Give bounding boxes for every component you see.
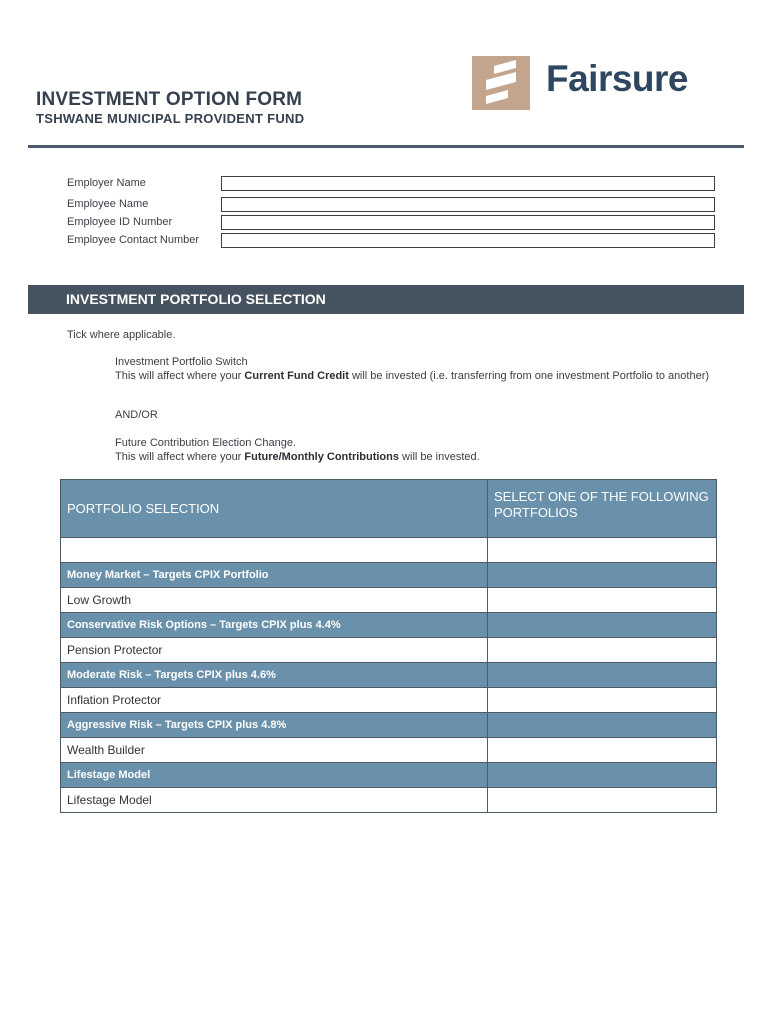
brand-name: Fairsure — [546, 58, 689, 99]
option-low-growth: Low Growth — [61, 588, 488, 613]
future-bold: Future/Monthly Contributions — [244, 451, 399, 463]
table-row — [61, 663, 717, 688]
table-row — [61, 788, 717, 813]
switch-title: Investment Portfolio Switch — [115, 356, 248, 368]
employee-name-field[interactable] — [221, 197, 715, 212]
switch-description — [115, 370, 715, 383]
employee-id-label: Employee ID Number — [67, 216, 173, 228]
future-description — [115, 451, 715, 464]
table-row — [61, 738, 717, 763]
and-or-text: AND/OR — [115, 409, 158, 421]
select-portfolio-header: SELECT ONE OF THE FOLLOWING PORTFOLIOS — [488, 480, 717, 538]
table-row — [61, 713, 717, 738]
portfolio-table — [60, 479, 717, 813]
switch-pre: This will affect where your — [115, 370, 245, 382]
table-row — [61, 563, 717, 588]
option-pension-protector: Pension Protector — [61, 638, 488, 663]
employer-name-label: Employer Name — [67, 177, 146, 189]
portfolio-selection-header: PORTFOLIO SELECTION — [61, 480, 488, 538]
category-cell — [488, 563, 717, 588]
table-row — [61, 613, 717, 638]
category-moderate: Moderate Risk – Targets CPIX plus 4.6% — [61, 663, 488, 688]
tick-instruction: Tick where applicable. — [67, 329, 176, 341]
table-row — [61, 538, 717, 563]
switch-bold: Current Fund Credit — [244, 370, 349, 382]
select-pension-protector-cell[interactable] — [488, 638, 717, 663]
employee-contact-field[interactable] — [221, 233, 715, 248]
blank-cell — [61, 538, 488, 563]
table-row — [61, 638, 717, 663]
category-cell — [488, 763, 717, 788]
option-inflation-protector: Inflation Protector — [61, 688, 488, 713]
employee-id-field[interactable] — [221, 215, 715, 230]
select-wealth-builder-cell[interactable] — [488, 738, 717, 763]
category-aggressive: Aggressive Risk – Targets CPIX plus 4.8% — [61, 713, 488, 738]
select-inflation-protector-cell[interactable] — [488, 688, 717, 713]
employee-contact-label: Employee Contact Number — [67, 234, 200, 246]
fund-name: TSHWANE MUNICIPAL PROVIDENT FUND — [36, 111, 305, 126]
option-lifestage-model: Lifestage Model — [61, 788, 488, 813]
select-lifestage-model-cell[interactable] — [488, 788, 717, 813]
header-divider — [28, 145, 744, 148]
employer-name-field[interactable] — [221, 176, 715, 191]
section-title: INVESTMENT PORTFOLIO SELECTION — [28, 285, 744, 314]
select-low-growth-cell[interactable] — [488, 588, 717, 613]
category-cell — [488, 663, 717, 688]
category-cell — [488, 713, 717, 738]
future-post: will be invested. — [399, 451, 480, 463]
category-money-market: Money Market – Targets CPIX Portfolio — [61, 563, 488, 588]
future-title: Future Contribution Election Change. — [115, 437, 296, 449]
table-row — [61, 763, 717, 788]
fairsure-logo-icon — [472, 56, 530, 110]
option-wealth-builder: Wealth Builder — [61, 738, 488, 763]
category-conservative: Conservative Risk Options – Targets CPIX plus 4.4% — [61, 613, 488, 638]
table-row — [61, 588, 717, 613]
table-header-row — [61, 480, 717, 538]
category-lifestage: Lifestage Model — [61, 763, 488, 788]
table-row — [61, 688, 717, 713]
future-pre: This will affect where your — [115, 451, 245, 463]
employee-name-label: Employee Name — [67, 198, 149, 210]
form-title: INVESTMENT OPTION FORM — [36, 89, 303, 110]
blank-cell — [488, 538, 717, 563]
switch-post: will be invested (i.e. transferring from one investment Portfolio to another) — [348, 370, 710, 382]
category-cell — [488, 613, 717, 638]
